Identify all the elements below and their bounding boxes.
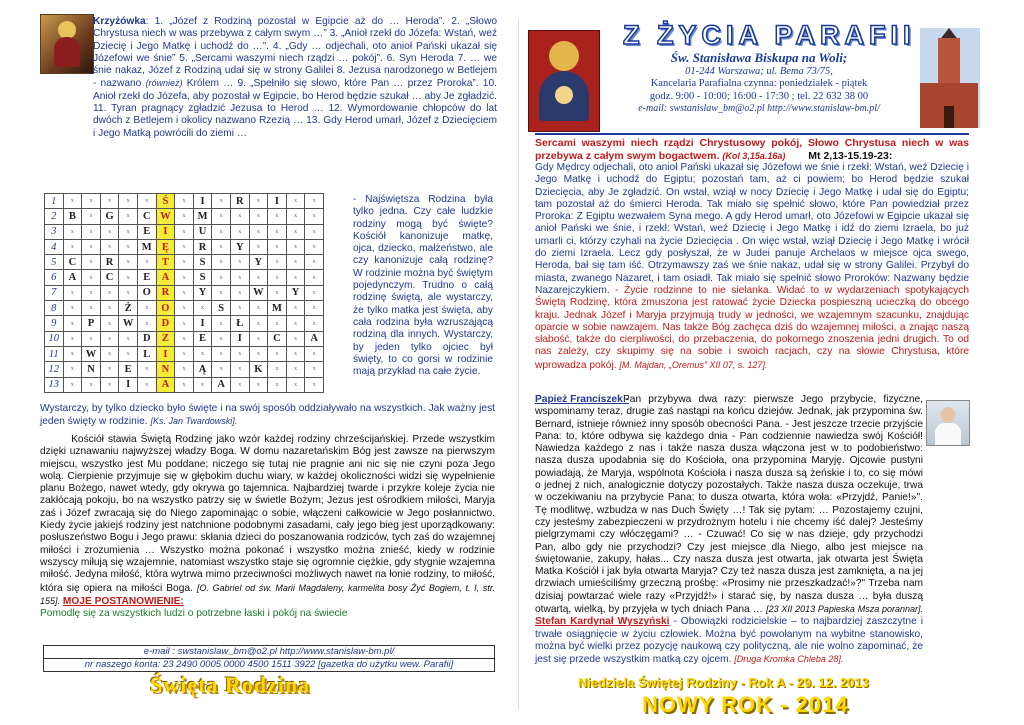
crossword-cell: x: [305, 316, 324, 331]
crossword-cell: R: [100, 255, 119, 270]
crossword-cell: A: [305, 331, 324, 346]
crossword-cell: x: [63, 362, 82, 377]
crossword-cell: x: [175, 239, 194, 254]
crossword-cell: K: [249, 362, 268, 377]
crossword-cell: E: [193, 331, 212, 346]
crossword-cell: x: [82, 255, 101, 270]
crossword-cell: x: [212, 255, 231, 270]
pope-photo: [926, 400, 970, 446]
crossword-row-number: 11: [45, 346, 64, 361]
crossword-cell: I: [230, 331, 249, 346]
crossword-cell: x: [119, 346, 138, 361]
quote-source: [Ks. Jan Twardowski].: [150, 416, 238, 427]
crossword-cell: x: [286, 377, 305, 392]
resolution-text: Pomodlę się za wszystkich ludzi o potrzebne łaski i pokój na świecie: [40, 608, 348, 620]
crossword-row: [45, 285, 324, 300]
gospel-acclamation: Sercami waszymi niech rządzi Chrystusowy pokój, Słowo Chrystusa niech w was przebywa z całym swym bogactwem.: [535, 137, 969, 162]
crossword-cell: Ą: [193, 362, 212, 377]
church-photo: [920, 28, 980, 128]
crossword-cell: x: [175, 209, 194, 224]
crossword-cell: x: [249, 270, 268, 285]
crossword-row-number: 9: [45, 316, 64, 331]
crossword-cell: S: [193, 255, 212, 270]
crossword-cell: x: [175, 301, 194, 316]
crossword-row: [45, 224, 324, 239]
crossword-cell: x: [305, 301, 324, 316]
crossword-cell: L: [137, 346, 156, 361]
crossword-cell: x: [119, 194, 138, 209]
contact-email-link[interactable]: e-mail : swstanislaw_bm@o2.pl http://www.stanislaw-bm.pl/: [44, 646, 494, 659]
wyszynski-quote: - Obowiązki rodzicielskie – to najbardziej zaszczytne i trwałe osiągnięcie w życiu człowiek. Można być powołanym na wybitne stanowisko, można być wielki przez pozycję naukową czy polityczną, ale nie wolno zapominać, że jest się przede wszystkim matką czy ojcem.: [535, 616, 923, 666]
crossword-row-number: 3: [45, 224, 64, 239]
crossword-cell: x: [230, 377, 249, 392]
crossword-cell: x: [175, 255, 194, 270]
crossword-cell: x: [230, 255, 249, 270]
crossword-cell: O: [156, 301, 175, 316]
crossword-cell: x: [268, 362, 287, 377]
crossword-cell: x: [193, 377, 212, 392]
crossword-cell: x: [63, 377, 82, 392]
crossword-clues: [93, 16, 497, 140]
crossword-cell: x: [249, 194, 268, 209]
crossword-cell: A: [212, 377, 231, 392]
crossword-cell: G: [100, 209, 119, 224]
crossword-cell: O: [137, 285, 156, 300]
crossword-row: [45, 346, 324, 361]
crossword-cell: x: [175, 316, 194, 331]
gospel-ref: (Kol 3,15a.16a): [722, 150, 786, 161]
crossword-cell: x: [286, 239, 305, 254]
crossword-row-number: 10: [45, 331, 64, 346]
crossword-cell: x: [286, 270, 305, 285]
contact-box: [43, 645, 495, 672]
crossword-cell: x: [119, 255, 138, 270]
pope-quote-source: [23 XII 2013 Papieska Msza porannar].: [766, 604, 923, 615]
crossword-cell: x: [63, 285, 82, 300]
crossword-cell: x: [175, 362, 194, 377]
crossword-cell: M: [193, 209, 212, 224]
crossword-cell: x: [100, 194, 119, 209]
crossword-cell: Ż: [119, 301, 138, 316]
crossword-grid: [44, 193, 324, 393]
crossword-cell: W: [156, 209, 175, 224]
crossword-cell: x: [212, 209, 231, 224]
crossword-cell: x: [249, 377, 268, 392]
crossword-cell: x: [286, 346, 305, 361]
crossword-cell: N: [82, 362, 101, 377]
sunday-title: Niedziela Świętej Rodziny - Rok A - 29. 12. 2013: [578, 675, 869, 690]
wyszynski-source: [Druga Kromka Chleba 28].: [734, 654, 844, 665]
crossword-cell: x: [100, 224, 119, 239]
crossword-side-text: - Najświętsza Rodzina była tylko jedna. Czy całe ludzkie rodziny mogą być święte? Kościół kanonizuje matkę, ojca, dziecko, małżeństwo, ale czy kanonizuje całą rodzinę? W rodzinie można być świętym pojedynczym. Trudno o całą rodzinę świętą, ale wystarczy, że tylko matka jest święta, aby cała rodzina była wzruszającą rodziną dla innych. Wystarczy, by jeden tylko ojciec był święty, to co gorsi w rodzinie mają przykład na całe życie.: [353, 194, 493, 378]
crossword-cell: x: [175, 331, 194, 346]
crossword-cell: x: [137, 362, 156, 377]
crossword-cell: x: [175, 346, 194, 361]
crossword-cell: x: [100, 362, 119, 377]
crossword-cell: E: [137, 270, 156, 285]
crossword-cell: x: [249, 346, 268, 361]
crossword-cell: x: [286, 316, 305, 331]
crossword-cell: I: [193, 194, 212, 209]
crossword-cell: x: [82, 285, 101, 300]
crossword-cell: A: [156, 377, 175, 392]
crossword-cell: x: [230, 224, 249, 239]
crossword-cell: x: [193, 301, 212, 316]
crossword-cell: x: [249, 239, 268, 254]
crossword-cell: R: [156, 285, 175, 300]
office-hours: Kancelaria Parafialna czynna: poniedziałek - piątek: [650, 78, 868, 89]
crossword-cell: x: [305, 194, 324, 209]
crossword-cell: B: [63, 209, 82, 224]
wyszynski-label: Stefan Kardynał Wyszyński: [535, 616, 670, 628]
newsletter-title: Z ŻYCIA PARAFII: [623, 20, 916, 50]
crossword-cell: A: [63, 270, 82, 285]
crossword-cell: x: [119, 270, 138, 285]
crossword-cell: x: [305, 224, 324, 239]
crossword-cell: x: [175, 194, 194, 209]
crossword-cell: x: [63, 346, 82, 361]
crossword-cell: x: [63, 331, 82, 346]
crossword-cell: x: [119, 239, 138, 254]
crossword-row: [45, 316, 324, 331]
crossword-label: Krzyżówka: [93, 16, 146, 27]
crossword-cell: x: [82, 239, 101, 254]
crossword-cell: x: [82, 209, 101, 224]
crossword-cell: x: [82, 377, 101, 392]
crossword-cell: U: [193, 224, 212, 239]
gospel-text: [535, 162, 969, 372]
crossword-cell: x: [119, 224, 138, 239]
crossword-row-number: 2: [45, 209, 64, 224]
crossword-row: [45, 301, 324, 316]
crossword-cell: x: [286, 362, 305, 377]
crossword-cell: x: [305, 362, 324, 377]
crossword-cell: D: [137, 331, 156, 346]
crossword-cell: C: [137, 209, 156, 224]
crossword-row-number: 8: [45, 301, 64, 316]
crossword-cell: x: [119, 331, 138, 346]
crossword-cell: x: [305, 346, 324, 361]
crossword-cell: x: [286, 194, 305, 209]
crossword-row: [45, 362, 324, 377]
crossword-cell: x: [212, 316, 231, 331]
crossword-clues-rest: Królem … 9. „Spełniło się słowo, które Pan … przez Proroka”. 10. Anioł rzekł do Józefa, aby pozostał w Egipcie, bo Herod będzie szukał … aby Je zgładzić. 11. Tyran pragnący zgładzić Jezusa to Herod … 12. Wymordowanie chłopców do lat dwóch z Betlejem i okolicy nazwano Rzezią … 13. Gdy Herod umarł, Józef z Dziecięciem i Jego Matką powrócili do ziemi …: [93, 78, 497, 139]
crossword-cell: x: [249, 316, 268, 331]
crossword-cell: Y: [249, 255, 268, 270]
crossword-cell: x: [82, 301, 101, 316]
crossword-cell: S: [193, 270, 212, 285]
crossword-cell: x: [63, 316, 82, 331]
crossword-cell: R: [193, 239, 212, 254]
page-divider: [518, 20, 519, 710]
crossword-cell: x: [82, 224, 101, 239]
crossword-cell: x: [268, 346, 287, 361]
crossword-cell: x: [63, 301, 82, 316]
crossword-cell: x: [212, 224, 231, 239]
crossword-cell: x: [268, 239, 287, 254]
crossword-cell: x: [137, 194, 156, 209]
crossword-cell: x: [249, 301, 268, 316]
crossword-row-number: 5: [45, 255, 64, 270]
crossword-row-number: 1: [45, 194, 64, 209]
crossword-cell: I: [193, 316, 212, 331]
crossword-cell: x: [63, 194, 82, 209]
crossword-cell: x: [286, 301, 305, 316]
madonna-icon: [528, 30, 600, 132]
crossword-cell: C: [100, 270, 119, 285]
crossword-cell: E: [119, 362, 138, 377]
crossword-cell: x: [286, 209, 305, 224]
crossword-cell: R: [230, 194, 249, 209]
crossword-cell: x: [212, 331, 231, 346]
crossword-cell: x: [63, 224, 82, 239]
crossword-cell: x: [268, 377, 287, 392]
crossword-cell: x: [230, 362, 249, 377]
crossword-note: (również): [145, 78, 183, 89]
crossword-cell: x: [175, 285, 194, 300]
gospel-body: Gdy Mędrcy odjechali, oto anioł Pański ukazał się Józefowi we śnie i rzekł: Wstań, weź Dziecię i Jego Matkę i uchodź do Egiptu; pozostań tam, aż ci powiem; bo Herod będzie szukał Dziecięcia, aby Je zgładzić. On wstał, wziął w nocy Dziecię i Jego Matkę i udał się do Egiptu; tam pozostał aż do śmierci Heroda. Tak miało się spełnić słowo, które Pan powiedział przez Proroka: Z Egiptu wezwałem Syna mego. A gdy Herod umarł, oto Józefowi w Egipcie ukazał się anioł Pański we śnie, i rzekł: Wstań, weź Dziecię i Jego Matkę i idź do ziemi Izraela, bo już umarli ci, którzy czyhali na życie Dziecięcia . On więc wstał, wziął Dziecię i Jego Matkę i wrócił do ziemi Izraela. Lecz gdy posłyszał, że w Judei panuje Archelaos w miejsce ojca swego, Heroda, bał się tam iść. Otrzymawszy zaś we śnie nakaz, udał się w strony Galilei. Przybył do miasta, zwanego Nazaret, i tam osiadł. Tak miało się spełnić słowo Proroków: Nazwany będzie Nazarejczykiem.: [535, 162, 969, 296]
crossword-cell: I: [156, 346, 175, 361]
crossword-cell: x: [212, 346, 231, 361]
crossword-cell: x: [100, 377, 119, 392]
crossword-cell: x: [119, 285, 138, 300]
gospel-commentary: - Życie rodzinne to nie sielanka. Widać to w wydarzeniach spotykających Świętą Rodzinę, która zmuszona jest ratować życie Dziecka pospieszną ucieczką do obcego kraju. Jednak Józef i Maryja przyjmują trudy w jedności, we wzajemnym szacunku, znajdując oparcie w sobie nawzajem. Nas także Bóg zachęca dziś do wzajemnej miłości, a znając naszą słabość, także do cierpliwości, do przebaczenia, do pokornego znoszenia jedni drugich. To od nas zależy, czy skupimy się na sobie i swoich racjach, czy na słowie Chrystusa, które wprowadza pokój.: [535, 284, 969, 371]
crossword-cell: x: [286, 224, 305, 239]
main-article-body: Kościół stawia Świętą Rodzinę jako wzór każdej rodziny chrześcijańskiej. Przede wszystkim dzięki uznawaniu najwyższej władzy Boga. W domu nazaretańskim Bóg jest zawsze na pierwszym miejscu, wszystko jest Mu poddane; niczego się tutaj nie pragnie ani nic się nie czyni poza Jego wolą. Cierpienie przyjmuje się w głębokim duchu wiary, w każdej okoliczności widzi się wypełnienie planu Bożego, nawet wtedy, gdy okrywa go tajemnica. Najbardziej twarde i przykre koleje życia nie zakłócają pokoju, bo na wszystko patrzy się w świetle Bożym; Jezus jest ośrodkiem miłości, Maryja zaś i Józef zwracają się do Niego zapominając o sobie, włączeni całkowicie w Jego posłannictwo. Kiedy życie jakiejś rodziny jest natchnione podobnymi zasadami, cały jego bieg jest uporządkowany: posłuszeństwo Bogu i Jego prawu: skłania dzieci do poszanowania rodziców, tych zaś do wzajemnej miłości i zrozumienia … Wszystko można pokonać i wszystko można znieść, kiedy w rodzinie wszyscy miłują się wzajemnie, natomiast wszystko staje się ogromnie ciężkie, gdy stygnie wzajemna miłość. Jedyna miłość, która wytrwa mimo przeciwności możliwych nawet na łonie rodziny, to miłość, która się opiera na miłości Boga.: [40, 434, 495, 594]
crossword-cell: x: [212, 194, 231, 209]
crossword-cell: M: [137, 239, 156, 254]
quote-body: Wystarczy, by tylko dziecko było święte i na swój sposób oddziaływało na wszystkich. Jak ważny jest jeden święty w rodzinie.: [40, 403, 495, 428]
quote-text: [40, 403, 495, 429]
crossword-cell: x: [230, 346, 249, 361]
crossword-cell: M: [268, 301, 287, 316]
main-article: [40, 434, 495, 620]
crossword-cell: x: [82, 194, 101, 209]
crossword-row: [45, 239, 324, 254]
crossword-cell: x: [230, 209, 249, 224]
crossword-cell: x: [100, 301, 119, 316]
parish-address: 01-244 Warszawa; ul. Bema 73/75,: [685, 66, 833, 77]
crossword-cell: x: [119, 209, 138, 224]
crossword-cell: D: [156, 316, 175, 331]
parish-header: [600, 50, 918, 114]
new-year-title: NOWY ROK - 2014: [642, 692, 849, 717]
crossword-cell: N: [156, 362, 175, 377]
crossword-cell: x: [137, 316, 156, 331]
crossword-cell: C: [268, 331, 287, 346]
crossword-cell: x: [268, 224, 287, 239]
crossword-row-number: 4: [45, 239, 64, 254]
parish-email-link[interactable]: e-mail: swstanislaw_bm@o2.pl http://www.stanislaw-bm.pl/: [638, 103, 880, 114]
crossword-cell: x: [230, 270, 249, 285]
crossword-cell: W: [249, 285, 268, 300]
parish-name: Św. Stanisława Biskupa na Woli;: [670, 50, 848, 65]
crossword-cell: Y: [230, 239, 249, 254]
crossword-cell: x: [230, 301, 249, 316]
holy-family-title: Święta Rodzina: [150, 672, 311, 697]
crossword-cell: x: [137, 377, 156, 392]
pope-quote: [535, 394, 923, 667]
main-article-source: [O. Gabriel od św. Marii Magdaleny, karmelita bosy Żyć Bogiem, t. I, str. 155].: [40, 582, 495, 606]
crossword-cell: x: [100, 285, 119, 300]
crossword-row: [45, 331, 324, 346]
crossword-cell: x: [268, 270, 287, 285]
gospel-reading-ref: Mt 2,13-15.19-23:: [808, 149, 893, 162]
crossword-cell: x: [268, 316, 287, 331]
crossword-cell: x: [305, 377, 324, 392]
crossword-cell: x: [175, 377, 194, 392]
crossword-cell: x: [193, 346, 212, 361]
crossword-cell: T: [156, 255, 175, 270]
crossword-cell: x: [175, 224, 194, 239]
crossword-cell: x: [137, 255, 156, 270]
crossword-cell: x: [249, 331, 268, 346]
crossword-cell: A: [156, 270, 175, 285]
crossword-cell: C: [63, 255, 82, 270]
crossword-cell: E: [137, 224, 156, 239]
crossword-row: [45, 270, 324, 285]
crossword-cell: I: [156, 224, 175, 239]
crossword-cell: S: [212, 301, 231, 316]
office-phone: godz. 9:00 - 10:00; 16:00 - 17:30 ; tel. 22 632 38 00: [649, 91, 869, 102]
crossword-cell: x: [268, 285, 287, 300]
crossword-cell: x: [305, 285, 324, 300]
crossword-cell: x: [212, 285, 231, 300]
crossword-cell: I: [268, 194, 287, 209]
crossword-cell: x: [305, 209, 324, 224]
crossword-cell: W: [82, 346, 101, 361]
pope-label: Papież Franciszek -: [535, 394, 629, 405]
crossword-cell: x: [286, 331, 305, 346]
crossword-cell: x: [63, 239, 82, 254]
crossword-cell: x: [230, 285, 249, 300]
crossword-cell: x: [82, 270, 101, 285]
crossword-row-number: 12: [45, 362, 64, 377]
header-rule: [535, 133, 969, 135]
crossword-cell: Z: [156, 331, 175, 346]
crossword-cell: x: [100, 239, 119, 254]
crossword-row: [45, 194, 324, 209]
crossword-cell: x: [82, 331, 101, 346]
crossword-cell: x: [100, 346, 119, 361]
crossword-cell: x: [286, 255, 305, 270]
crossword-cell: x: [212, 270, 231, 285]
crossword-row-number: 7: [45, 285, 64, 300]
crossword-cell: Ł: [230, 316, 249, 331]
crossword-cell: Ś: [156, 194, 175, 209]
crossword-clues-text: : 1. „Józef z Rodziną pozostał w Egipcie aż do … Heroda”. 2. „Słowo Chrystusa niech w was przebywa z całym swym …” 3. „Anioł rzekł do Józefa: Wstań, weź Dziecię i Jego Matkę i uchodź do …”. 4. „Gdy … odjechali, oto anioł Pański ukazał się Józefowi we śnie” 5. „Sercami waszymi niech rządzi … pokój”. 6. Syn Heroda 7. … we śnie nakaz, Józef z Rodziną udał się w strony Galilei 8. Jezusa narodzonego w Betlejem - nazwano: [93, 16, 497, 90]
crossword-cell: x: [249, 224, 268, 239]
bank-account: nr naszego konta: 23 2490 0005 0000 4500 1511 3922 [gazetka do użytku wew. Parafii]: [84, 659, 454, 670]
crossword-cell: x: [137, 301, 156, 316]
crossword-cell: I: [119, 377, 138, 392]
crossword-cell: x: [212, 239, 231, 254]
crossword-cell: x: [175, 270, 194, 285]
gospel-heading: [535, 137, 969, 162]
crossword-cell: x: [100, 331, 119, 346]
crossword-cell: Y: [286, 285, 305, 300]
crossword-cell: x: [100, 316, 119, 331]
crossword-cell: P: [82, 316, 101, 331]
crossword-cell: x: [305, 239, 324, 254]
crossword-row: [45, 255, 324, 270]
crossword-cell: x: [305, 255, 324, 270]
pope-quote-body: Pan przybywa dwa razy: pierwsze Jego przybycie, fizyczne, wspominamy teraz, drugie zaś nastąpi na końcu dziejów. Jednak, jak przypomina św. Bernard, istnieje również inny sposób obecności Pana. - Jest jeszcze trzecie przyjście Pana: to, które odbywa się każdego dnia - Pan codziennie nawiedza swój Kościół! Nawiedza każdego z nas i także nasza dusza włączona jest w to podobieństwo: nasza dusza upodabnia się do Kościoła, ona przypomina Maryję. Ojcowie pustyni powiadają, że Maryja, wspólnota Kościoła i nasza dusza są żeńskie i to, co się mówi o jednej z nich, analogicznie dotyczy pozostałych. Także nasza dusza oczekuje, trwa w oczekiwaniu na przybycie Pana; to dusza otwarta, która woła: «Przyjdź, Panie!»". Tę modlitwę, wzbudza w nas Duch Święty …! Tak się pytam: … Pozostajemy czujni, czy jesteśmy zabezpieczeni w przydrożnym hotelu i nie chcemy iść dalej? Jesteśmy pielgrzymami czy włóczęgami? … - Czuwać! Co się w nas dzieje, gdy przychodzi Pan, albo gdy nie przychodzi? Czy jest miejsce dla Niego, albo jest miejsce na świętowanie, zakupy, hałas... Czy nasza dusza jest otwarta, jak otwarta jest Święta Matka Kościół i jak była otwarta Maryja? Czy też nasza dusza jest zamknięta, a na jej drzwiach umieściliśmy grzeczną prośbę: «Prosimy nie przeszkadzać!»?" Trzeba nam dzisiaj powtarzać wiele razy «Przyjdź!» i starać się, by nasza dusza … była duszą otwartą, wielką, by przyjęła w tych dniach Pana …: [535, 394, 923, 616]
crossword-cell: Ę: [156, 239, 175, 254]
crossword-row-number: 13: [45, 377, 64, 392]
crossword-cell: x: [268, 209, 287, 224]
crossword-cell: x: [268, 255, 287, 270]
gospel-source: [M. Majdan, „Oremus” XII 07, s. 127].: [619, 359, 768, 370]
crossword-cell: x: [305, 270, 324, 285]
crossword-row: [45, 377, 324, 392]
crossword-cell: x: [249, 209, 268, 224]
resolution-label: MOJE POSTANOWIENIE:: [62, 595, 184, 607]
crossword-row-number: 6: [45, 270, 64, 285]
crossword-cell: x: [212, 362, 231, 377]
crossword-cell: W: [119, 316, 138, 331]
holy-family-icon: [40, 14, 94, 74]
crossword-cell: Y: [193, 285, 212, 300]
crossword-row: [45, 209, 324, 224]
